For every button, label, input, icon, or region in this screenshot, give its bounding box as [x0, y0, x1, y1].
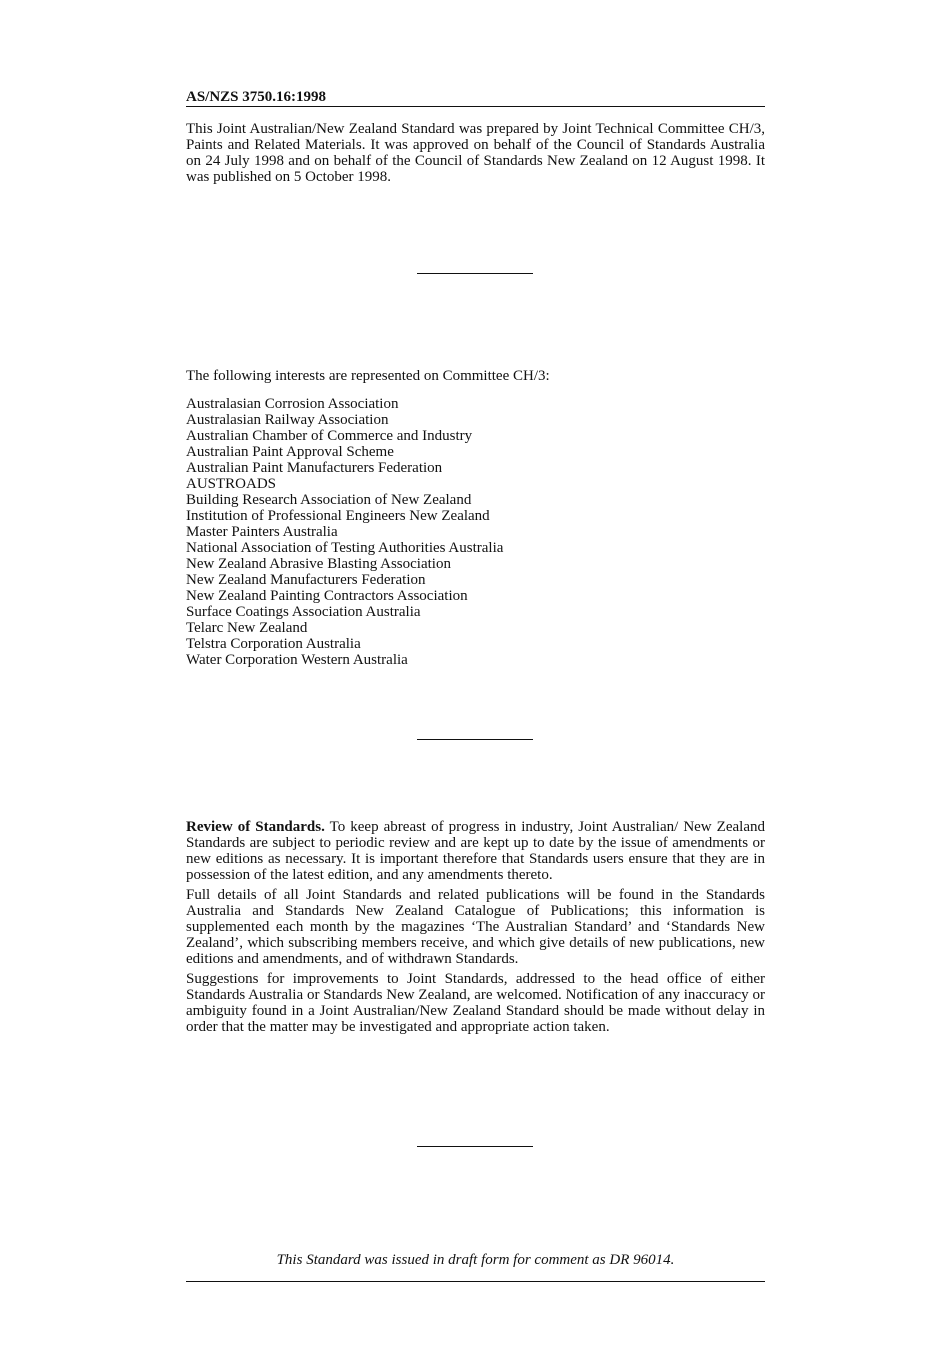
list-item: AUSTROADS [186, 476, 277, 492]
list-item: Australian Chamber of Commerce and Industry [186, 428, 473, 444]
interests-intro: The following interests are represented on Committee CH/3: [186, 368, 550, 384]
section-separator [417, 739, 533, 740]
document-page [186, 0, 765, 1345]
list-item: Australian Paint Manufacturers Federation [186, 460, 443, 476]
list-item: Institution of Professional Engineers New Zealand [186, 508, 490, 524]
list-item: National Association of Testing Authorities Australia [186, 540, 504, 556]
list-item: Australasian Railway Association [186, 412, 389, 428]
list-item: Australian Paint Approval Scheme [186, 444, 394, 460]
list-item: New Zealand Painting Contractors Association [186, 588, 468, 604]
committee-interests-list [186, 396, 765, 668]
list-item: Master Painters Australia [186, 524, 338, 540]
catalogue-paragraph: Full details of all Joint Standards and related publications will be found in the Standards Australia and Standards New Zealand Catalogue of Publications; this information is supplemented each month by the magazines ‘The Australian Standard’ and ‘Standards New Zealand’, which subscribing members receive, and which give details of new publications, new editions and amendments, and of withdrawn Standards. [186, 887, 765, 967]
suggestions-paragraph: Suggestions for improvements to Joint Standards, addressed to the head office of either Standards Australia or Standards New Zealand, are welcomed. Notification of any inaccuracy or ambiguity found in a Joint Australian/New Zealand Standard should be made without delay in order that the matter may be investigated and appropriate action taken. [186, 971, 765, 1035]
draft-note: This Standard was issued in draft form for comment as DR 96014. [276, 1252, 675, 1268]
list-item: New Zealand Abrasive Blasting Association [186, 556, 451, 572]
list-item: Surface Coatings Association Australia [186, 604, 421, 620]
header-rule [186, 106, 765, 107]
list-item: New Zealand Manufacturers Federation [186, 572, 426, 588]
review-paragraph [186, 819, 765, 883]
review-paragraph-text: To keep abreast of progress in industry, Joint Australian/ New Zealand Standards are subject to periodic review and are kept up to date by the issue of amendments or new editions as necessary. It is important therefore that Standards users ensure that they are in possession of the latest edition, and any amendments thereto. [186, 819, 765, 883]
list-item: Building Research Association of New Zealand [186, 492, 472, 508]
standard-designation: AS/NZS 3750.16:1998 [186, 89, 327, 105]
list-item: Telstra Corporation Australia [186, 636, 361, 652]
review-heading: Review of Standards. [186, 819, 325, 835]
footer-rule [186, 1281, 765, 1282]
preparation-statement: This Joint Australian/New Zealand Standard was prepared by Joint Technical Committee CH/3, Paints and Related Materials. It was approved on behalf of the Council of Standards Australia on 24 July 1998 and on behalf of the Council of Standards New Zealand on 12 August 1998. It was published on 5 October 1998. [186, 121, 765, 185]
list-item: Telarc New Zealand [186, 620, 308, 636]
section-separator [417, 273, 533, 274]
review-of-standards-section [186, 819, 765, 1035]
list-item: Australasian Corrosion Association [186, 396, 399, 412]
section-separator [417, 1146, 533, 1147]
list-item: Water Corporation Western Australia [186, 652, 408, 668]
